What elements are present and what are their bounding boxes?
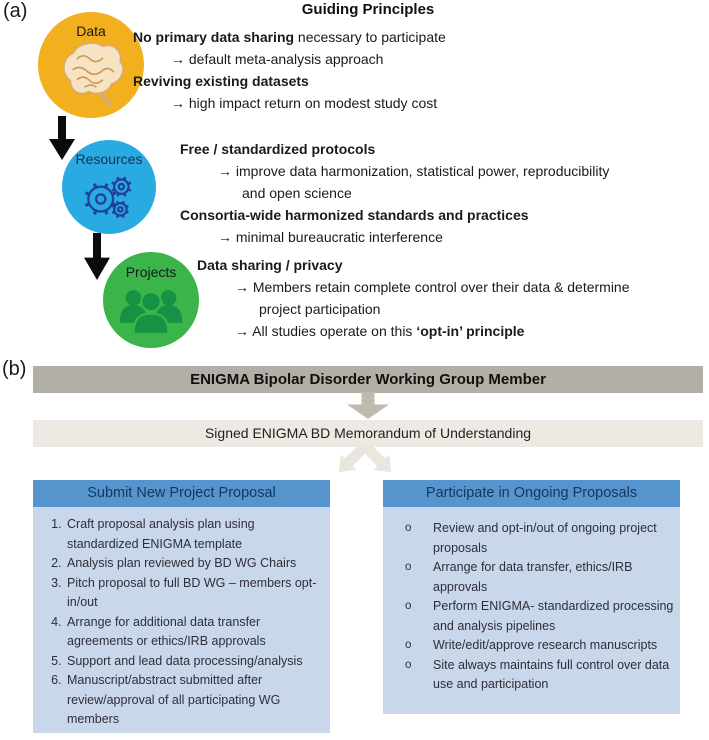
list-item: 4. Arrange for additional data transfer agreements or ethics/IRB approvals	[65, 613, 326, 652]
principle-line: Data sharing / privacy	[197, 257, 343, 273]
list-item: 6. Manuscript/abstract submitted after review/approval of all participating WG members	[65, 671, 326, 730]
node-projects-label: Projects	[125, 264, 177, 280]
list-item: 5. Support and lead data processing/analysis	[65, 652, 326, 672]
list-item: o Arrange for data transfer, ethics/IRB approvals	[383, 558, 676, 597]
principle-line: → minimal bureaucratic interference	[218, 229, 443, 245]
mou-bar	[33, 420, 703, 447]
principle-line: No primary data sharing necessary to participate	[133, 29, 446, 45]
principle-line: Free / standardized protocols	[180, 141, 376, 157]
principle-line: → high impact return on modest study cost	[171, 95, 438, 111]
submit-proposal-header: Submit New Project Proposal	[33, 480, 330, 507]
submit-proposal-list	[33, 507, 330, 730]
participate-column	[383, 480, 680, 714]
node-resources	[62, 140, 156, 234]
member-bar-label: ENIGMA Bipolar Disorder Working Group Member	[190, 371, 546, 388]
people-icon	[115, 279, 187, 339]
principle-line: → default meta-analysis approach	[171, 51, 384, 67]
mou-bar-label: Signed ENIGMA BD Memorandum of Understanding	[204, 425, 532, 441]
principle-line: → improve data harmonization, statistical power, reproducibility	[218, 163, 610, 179]
block-down-arrow-icon	[347, 392, 389, 419]
list-item: 1. Craft proposal analysis plan using standardized ENIGMA template	[65, 515, 326, 554]
list-item: o Perform ENIGMA- standardized processing and analysis pipelines	[383, 597, 676, 636]
principle-line: → Members retain complete control over their data & determine	[235, 279, 630, 295]
list-item: o Review and opt-in/out of ongoing project proposals	[383, 519, 676, 558]
principles-resources	[180, 138, 706, 248]
list-item: o Site always maintains full control over data use and participation	[383, 656, 676, 695]
principle-line: Reviving existing datasets	[133, 73, 309, 89]
down-arrow-icon	[84, 233, 110, 280]
principle-line: project participation	[259, 301, 381, 317]
submit-proposal-column	[33, 480, 330, 733]
list-item: 2. Analysis plan reviewed by BD WG Chairs	[65, 554, 326, 574]
principles-data	[133, 26, 565, 114]
panel-a-title: Guiding Principles	[301, 1, 435, 18]
node-data	[38, 12, 144, 118]
node-data-label: Data	[76, 23, 106, 39]
principle-line: Consortia-wide harmonized standards and practices	[180, 207, 529, 223]
participate-body	[383, 507, 680, 714]
brain-icon	[53, 37, 129, 105]
panel-a-label: (a)	[3, 0, 28, 22]
list-item: 3. Pitch proposal to full BD WG – members opt-in/out	[65, 574, 326, 613]
participate-header: Participate in Ongoing Proposals	[383, 480, 680, 507]
participate-list	[383, 507, 680, 695]
principle-line: → All studies operate on this ‘opt-in’ principle	[235, 323, 525, 339]
node-resources-label: Resources	[75, 151, 143, 167]
list-item: o Write/edit/approve research manuscripts	[383, 636, 676, 656]
split-arrow-icon	[307, 445, 423, 485]
gears-icon	[79, 172, 141, 224]
principle-line: and open science	[242, 185, 352, 201]
principles-projects	[197, 254, 706, 342]
member-bar	[33, 366, 703, 393]
panel-b-label: (b)	[2, 358, 27, 380]
submit-proposal-body	[33, 507, 330, 733]
node-projects	[103, 252, 199, 348]
